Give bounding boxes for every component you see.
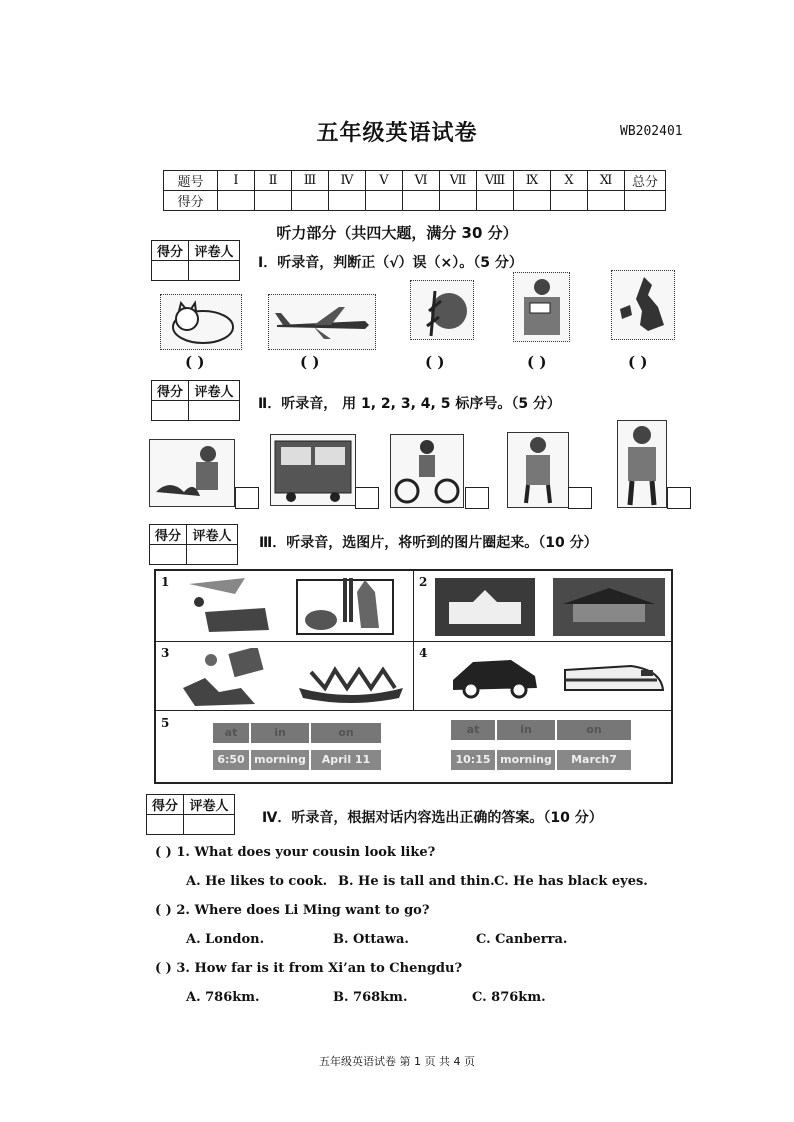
score-cell: Ⅹ	[551, 171, 588, 191]
score-table-header-row	[164, 171, 666, 191]
scorebox-grader-label: 评卷人	[184, 795, 235, 815]
part2-answer-4[interactable]	[568, 487, 592, 509]
score-cell: Ⅴ	[366, 171, 403, 191]
scorebox-score-label: 得分	[152, 241, 189, 261]
q1-option-b[interactable]: B. He is tall and thin.	[338, 874, 495, 889]
part1-answer-1[interactable]: ( )	[185, 353, 205, 371]
score-input-cell[interactable]	[625, 191, 666, 211]
part3-number-1: 1	[161, 575, 170, 589]
part3-number-4: 4	[419, 646, 428, 660]
q1-option-a[interactable]: A. He likes to cook.	[186, 874, 328, 889]
schedule-word: in	[251, 723, 309, 743]
q3-option-a[interactable]: A. 786km.	[186, 990, 260, 1005]
score-cell: Ⅺ	[588, 171, 625, 191]
score-input-cell[interactable]	[477, 191, 514, 211]
score-cell: 总分	[625, 171, 666, 191]
part1-answer-2[interactable]: ( )	[300, 353, 320, 371]
scorebox-score-input[interactable]	[150, 545, 187, 565]
worker-icon	[507, 432, 569, 508]
schedule-word: on	[557, 720, 631, 740]
part4-title: Ⅳ．听录音，根据对话内容选出正确的答案。（10 分）	[262, 810, 603, 826]
part3-number-2: 2	[419, 575, 428, 589]
scorebox-grader-label: 评卷人	[189, 381, 240, 401]
exam-title: 五年级英语试卷	[316, 121, 478, 146]
scorebox-score-label: 得分	[152, 381, 189, 401]
score-input-cell[interactable]	[588, 191, 625, 211]
part3-number-5: 5	[161, 716, 170, 730]
scorebox-score-input[interactable]	[147, 815, 184, 835]
dragon-boat-icon[interactable]	[295, 652, 407, 704]
scorebox-grader-input[interactable]	[189, 401, 240, 421]
part2-answer-2[interactable]	[355, 487, 379, 509]
score-cell: Ⅸ	[514, 171, 551, 191]
score-input-cell[interactable]	[403, 191, 440, 211]
exam-code: WB202401	[620, 124, 683, 139]
part2-title: Ⅱ．听录音， 用 1, 2, 3, 4, 5 标序号。（5 分）	[258, 396, 561, 412]
car-icon[interactable]	[449, 652, 541, 700]
forbidden-city-icon[interactable]	[553, 578, 665, 636]
zoo-icon[interactable]	[295, 572, 395, 636]
cyclist-icon	[390, 434, 464, 508]
schedule-value: April 11	[311, 750, 381, 770]
q2-option-b[interactable]: B. Ottawa.	[333, 932, 409, 947]
scorebox-grader-input[interactable]	[184, 815, 235, 835]
schedule-word: at	[213, 723, 249, 743]
q1-option-c[interactable]: C. He has black eyes.	[494, 874, 648, 889]
schedule-value: March7	[557, 750, 631, 770]
part1-answer-3[interactable]: ( )	[425, 353, 445, 371]
score-input-cell[interactable]	[551, 191, 588, 211]
part2-answer-5[interactable]	[667, 487, 691, 509]
parade-icon[interactable]	[185, 578, 271, 634]
part3-number-3: 3	[161, 646, 170, 660]
q2-option-c[interactable]: C. Canberra.	[476, 932, 568, 947]
score-cell: Ⅰ	[218, 171, 255, 191]
part1-title: Ⅰ．听录音，判断正（√）误（×）。（5 分）	[258, 255, 523, 271]
plant-icon	[410, 280, 474, 340]
score-cell: Ⅵ	[403, 171, 440, 191]
score-row-label: 得分	[164, 191, 218, 211]
high-speed-train-icon[interactable]	[561, 656, 665, 700]
map-icon	[611, 270, 675, 340]
score-table-score-row	[164, 191, 666, 211]
score-cell: 题号	[164, 171, 218, 191]
score-input-cell[interactable]	[292, 191, 329, 211]
scorebox-grader-label: 评卷人	[189, 241, 240, 261]
schedule-value: morning	[251, 750, 309, 770]
scorebox-part1	[151, 240, 240, 281]
white-house-icon[interactable]	[435, 578, 535, 636]
schedule-word: in	[497, 720, 555, 740]
part1-answer-5[interactable]: ( )	[628, 353, 648, 371]
scorebox-grader-input[interactable]	[187, 545, 238, 565]
scorebox-score-label: 得分	[147, 795, 184, 815]
score-cell: Ⅳ	[329, 171, 366, 191]
part3-picture-grid	[154, 569, 673, 784]
score-input-cell[interactable]	[440, 191, 477, 211]
score-table	[163, 170, 666, 211]
schedule-word: on	[311, 723, 381, 743]
scorebox-part3	[149, 524, 238, 565]
schedule-right-time[interactable]	[451, 750, 631, 770]
mechanic-icon	[617, 420, 667, 508]
score-input-cell[interactable]	[218, 191, 255, 211]
schedule-word: at	[451, 720, 495, 740]
listening-section-heading: 听力部分（共四大题，满分 30 分）	[276, 224, 518, 242]
scorebox-grader-label: 评卷人	[187, 525, 238, 545]
scorebox-part4	[146, 794, 235, 835]
schedule-value: morning	[497, 750, 555, 770]
scorebox-score-label: 得分	[150, 525, 187, 545]
page-footer: 五年级英语试卷 第 1 页 共 4 页	[319, 1055, 475, 1068]
score-cell: Ⅱ	[255, 171, 292, 191]
score-input-cell[interactable]	[255, 191, 292, 211]
schedule-value: 6:50	[213, 750, 249, 770]
scorebox-grader-input[interactable]	[189, 261, 240, 281]
question-1[interactable]: ( ) 1. What does your cousin look like?	[155, 845, 436, 860]
bus-icon	[270, 434, 356, 506]
scorebox-part2	[151, 380, 240, 421]
q2-option-a[interactable]: A. London.	[186, 932, 265, 947]
q3-option-c[interactable]: C. 876km.	[472, 990, 546, 1005]
score-cell: Ⅶ	[440, 171, 477, 191]
score-input-cell[interactable]	[514, 191, 551, 211]
scorebox-score-input[interactable]	[152, 401, 189, 421]
schedule-value: 10:15	[451, 750, 495, 770]
gardener-icon	[149, 439, 235, 507]
question-2[interactable]: ( ) 2. Where does Li Ming want to go?	[155, 903, 430, 918]
part2-answer-3[interactable]	[465, 487, 489, 509]
score-input-cell[interactable]	[329, 191, 366, 211]
score-input-cell[interactable]	[366, 191, 403, 211]
schedule-right-prepositions	[451, 720, 631, 740]
schedule-left-prepositions	[213, 723, 381, 743]
question-3[interactable]: ( ) 3. How far is it from Xi’an to Chengdu?	[155, 961, 463, 976]
part3-title: Ⅲ．听录音，选图片，将听到的图片圈起来。（10 分）	[259, 535, 598, 551]
reading-woman-icon	[513, 272, 570, 342]
scorebox-score-input[interactable]	[152, 261, 189, 281]
fireworks-icon[interactable]	[175, 648, 271, 708]
part2-answer-1[interactable]	[235, 487, 259, 509]
score-cell: Ⅲ	[292, 171, 329, 191]
score-cell: Ⅷ	[477, 171, 514, 191]
q3-option-b[interactable]: B. 768km.	[333, 990, 408, 1005]
cat-icon	[160, 294, 242, 350]
schedule-left-time[interactable]	[213, 750, 381, 770]
part1-answer-4[interactable]: ( )	[527, 353, 547, 371]
airplane-icon	[268, 294, 376, 350]
